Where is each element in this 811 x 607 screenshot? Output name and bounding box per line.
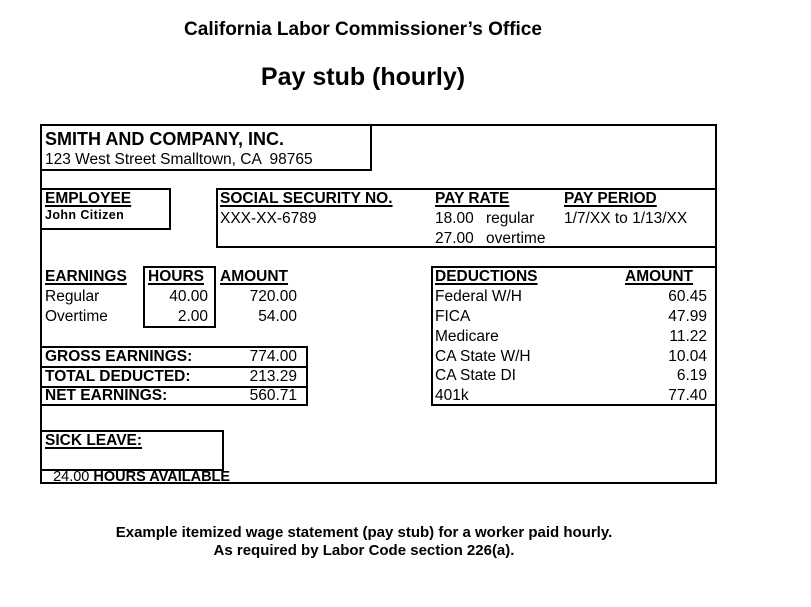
pay-rate-value: 27.00 — [435, 230, 474, 247]
page-title: Pay stub (hourly) — [260, 63, 466, 91]
deduction-amount: 6.19 — [676, 367, 707, 384]
earnings-row-amount: 54.00 — [258, 308, 297, 325]
sick-leave-hours: 24.00 — [53, 469, 90, 485]
earnings-row-amount: 720.00 — [249, 288, 297, 305]
pay-rate-type: overtime — [486, 230, 546, 247]
deduction-amount: 10.04 — [668, 348, 707, 365]
pay-period-value: 1/7/XX to 1/13/XX — [564, 210, 688, 227]
deduction-type: CA State W/H — [435, 348, 531, 365]
employer-name: SMITH AND COMPANY, INC. — [45, 129, 285, 149]
deductions-amount-label: AMOUNT — [625, 268, 694, 285]
sick-leave-balance — [45, 450, 230, 486]
earnings-row-hours: 40.00 — [169, 288, 208, 305]
net-earnings-label: NET EARNINGS: — [45, 387, 168, 404]
earnings-row-type: Overtime — [45, 308, 108, 325]
pay-rate-label: PAY RATE — [435, 190, 510, 207]
caption-line-2: As required by Labor Code section 226(a). — [213, 542, 515, 559]
ssn-value: XXX-XX-6789 — [220, 210, 317, 227]
total-deducted-label: TOTAL DEDUCTED: — [45, 368, 191, 385]
deduction-amount: 60.45 — [668, 288, 707, 305]
employer-address: 123 West Street Smalltown, CA 98765 — [45, 151, 313, 168]
employee-name: John Citizen — [45, 208, 125, 222]
deduction-amount: 47.99 — [668, 308, 707, 325]
deduction-type: FICA — [435, 308, 471, 325]
gross-earnings-label: GROSS EARNINGS: — [45, 348, 193, 365]
total-deducted-amount: 213.29 — [249, 368, 297, 385]
net-earnings-amount: 560.71 — [249, 387, 297, 404]
earnings-amount-label: AMOUNT — [220, 268, 289, 285]
ssn-label: SOCIAL SECURITY NO. — [220, 190, 393, 207]
gross-earnings-amount: 774.00 — [249, 348, 297, 365]
caption-line-1: Example itemized wage statement (pay stub) for a worker paid hourly. — [115, 524, 613, 541]
earnings-row-type: Regular — [45, 288, 100, 305]
sick-leave-unit: HOURS AVAILABLE — [93, 469, 231, 485]
deduction-amount: 77.40 — [668, 387, 707, 404]
deduction-type: CA State DI — [435, 367, 516, 384]
deduction-type: 401k — [435, 387, 469, 404]
pay-rate-type: regular — [486, 210, 535, 227]
deduction-type: Federal W/H — [435, 288, 522, 305]
earnings-row-hours: 2.00 — [177, 308, 208, 325]
deduction-type: Medicare — [435, 328, 499, 345]
hours-label: HOURS — [148, 268, 204, 285]
office-heading: California Labor Commissioner’s Office — [184, 19, 542, 40]
employee-label: EMPLOYEE — [45, 190, 132, 207]
deductions-label: DEDUCTIONS — [435, 268, 538, 285]
pay-period-label: PAY PERIOD — [564, 190, 657, 207]
deduction-amount: 11.22 — [669, 328, 707, 345]
sick-leave-label: SICK LEAVE: — [45, 432, 143, 449]
earnings-label: EARNINGS — [45, 268, 127, 285]
pay-rate-value: 18.00 — [435, 210, 474, 227]
